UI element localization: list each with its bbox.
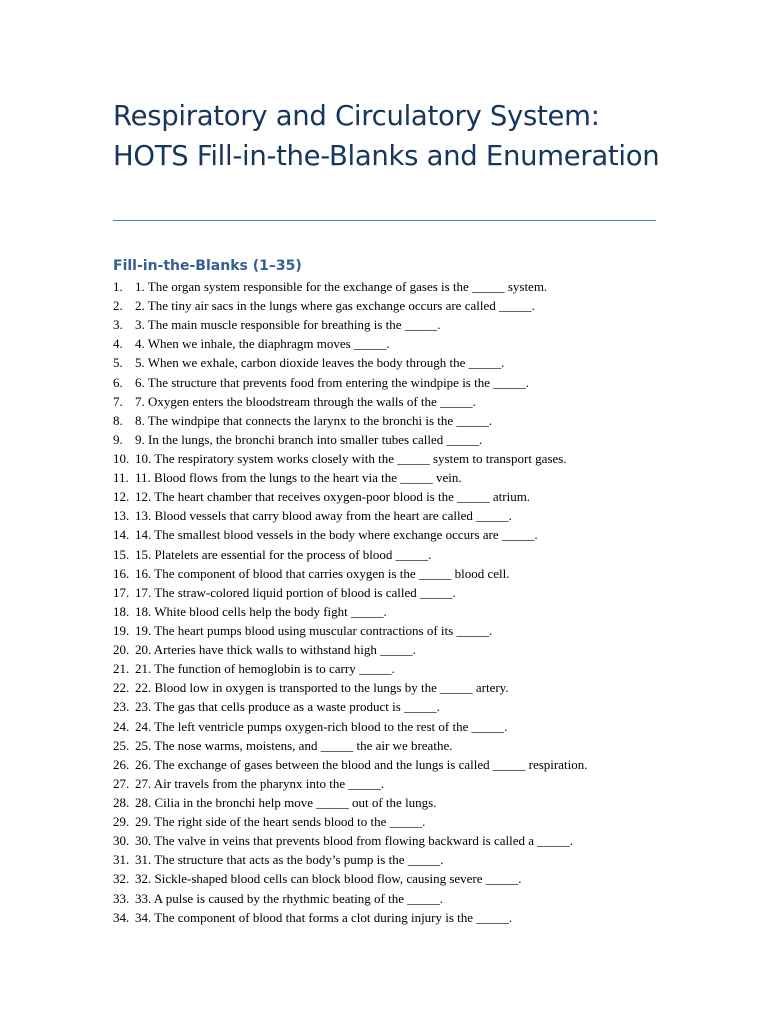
list-item-number: 27. xyxy=(113,775,130,791)
list-item-text: 33. A pulse is caused by the rhythmic beating of the _____. xyxy=(135,890,443,906)
list-item-text: 10. The respiratory system works closely with the _____ system to transport gases. xyxy=(135,450,567,466)
list-item-number: 15. xyxy=(113,546,130,562)
list-item-text: 2. The tiny air sacs in the lungs where gas exchange occurs are called _____. xyxy=(135,298,535,314)
list-item-number: 4. xyxy=(113,336,123,352)
list-item-number: 1. xyxy=(113,279,123,294)
list-item-number: 13. xyxy=(113,508,130,524)
list-item xyxy=(113,850,673,869)
list-item xyxy=(113,315,673,334)
list-item xyxy=(113,869,673,888)
list-item-number: 31. xyxy=(113,852,130,868)
list-item-text: 25. The nose warms, moistens, and _____ the air we breathe. xyxy=(135,737,453,753)
list-item xyxy=(113,602,673,621)
list-item-number: 28. xyxy=(113,794,130,810)
list-item xyxy=(113,583,673,602)
list-item xyxy=(113,487,673,506)
list-item xyxy=(113,334,673,353)
list-item-text: 4. When we inhale, the diaphragm moves _____. xyxy=(135,336,390,352)
list-item-text: 6. The structure that prevents food from entering the windpipe is the _____. xyxy=(135,374,529,390)
list-item-number: 11. xyxy=(113,470,129,486)
list-item xyxy=(113,717,673,736)
list-item-number: 6. xyxy=(113,374,123,390)
list-item xyxy=(113,889,673,908)
list-item xyxy=(113,506,673,525)
list-item-text: 32. Sickle-shaped blood cells can block blood flow, causing severe _____. xyxy=(135,871,522,887)
list-item xyxy=(113,908,673,927)
list-item-text: 13. Blood vessels that carry blood away from the heart are called _____. xyxy=(135,508,512,524)
list-item-text: 18. White blood cells help the body fight _____. xyxy=(135,603,387,619)
list-item xyxy=(113,755,673,774)
list-item-number: 16. xyxy=(113,565,130,581)
list-item-number: 3. xyxy=(113,317,123,333)
list-item-text: 34. The component of blood that forms a clot during injury is the _____. xyxy=(135,909,513,925)
list-item xyxy=(113,353,673,372)
list-item-text: 20. Arteries have thick walls to withstand high _____. xyxy=(135,642,416,658)
list-item-number: 18. xyxy=(113,603,130,619)
list-item xyxy=(113,621,673,640)
list-item-text: 27. Air travels from the pharynx into the _____. xyxy=(135,775,385,791)
list-item xyxy=(113,277,673,296)
list-item xyxy=(113,430,673,449)
list-item xyxy=(113,373,673,392)
list-item-number: 9. xyxy=(113,431,123,447)
list-item-number: 21. xyxy=(113,661,130,677)
list-item-number: 26. xyxy=(113,756,130,772)
list-item xyxy=(113,736,673,755)
list-item-text: 12. The heart chamber that receives oxygen-poor blood is the _____ atrium. xyxy=(135,489,531,505)
list-item-number: 23. xyxy=(113,699,130,715)
list-item-number: 29. xyxy=(113,814,130,830)
list-item xyxy=(113,525,673,544)
fill-in-the-blanks-list xyxy=(113,277,673,927)
list-item-number: 5. xyxy=(113,355,123,371)
list-item-number: 30. xyxy=(113,833,130,849)
list-item-number: 14. xyxy=(113,527,130,543)
list-item-text: 24. The left ventricle pumps oxygen-rich blood to the rest of the _____. xyxy=(135,718,508,734)
list-item-number: 24. xyxy=(113,718,130,734)
list-item-number: 22. xyxy=(113,680,130,696)
list-item-text: 30. The valve in veins that prevents blood from flowing backward is called a _____. xyxy=(135,833,574,849)
title-underline-rule xyxy=(113,220,656,221)
list-item xyxy=(113,564,673,583)
list-item xyxy=(113,678,673,697)
list-item xyxy=(113,659,673,678)
list-item-text: 17. The straw-colored liquid portion of blood is called _____. xyxy=(135,584,456,600)
list-item-text: 9. In the lungs, the bronchi branch into smaller tubes called _____. xyxy=(135,431,483,447)
list-item-number: 34. xyxy=(113,909,130,925)
list-item-text: 1. The organ system responsible for the exchange of gases is the _____ system. xyxy=(135,279,548,294)
document-title: Respiratory and Circulatory System: HOTS Fill-in-the-Blanks and Enumeration xyxy=(113,100,660,172)
list-item-number: 7. xyxy=(113,393,123,409)
list-item-text: 11. Blood flows from the lungs to the heart via the _____ vein. xyxy=(135,470,462,486)
list-item xyxy=(113,449,673,468)
list-item xyxy=(113,793,673,812)
list-item xyxy=(113,411,673,430)
list-item-text: 26. The exchange of gases between the blood and the lungs is called _____ respiration. xyxy=(135,756,588,772)
list-item-text: 28. Cilia in the bronchi help move _____ out of the lungs. xyxy=(135,794,437,810)
list-item-number: 19. xyxy=(113,622,130,638)
list-item-number: 20. xyxy=(113,642,130,658)
list-item xyxy=(113,392,673,411)
list-item-text: 21. The function of hemoglobin is to carry _____. xyxy=(135,661,395,677)
list-item-number: 33. xyxy=(113,890,130,906)
list-item xyxy=(113,296,673,315)
list-item xyxy=(113,468,673,487)
list-item xyxy=(113,774,673,793)
list-item xyxy=(113,640,673,659)
list-item-number: 25. xyxy=(113,737,130,753)
list-item-text: 5. When we exhale, carbon dioxide leaves the body through the _____. xyxy=(135,355,505,371)
list-item-text: 3. The main muscle responsible for breathing is the _____. xyxy=(135,317,441,333)
list-item xyxy=(113,697,673,716)
list-item-text: 16. The component of blood that carries oxygen is the _____ blood cell. xyxy=(135,565,510,581)
list-item-number: 32. xyxy=(113,871,130,887)
list-item-number: 17. xyxy=(113,584,130,600)
list-item-number: 2. xyxy=(113,298,123,314)
list-item-text: 29. The right side of the heart sends blood to the _____. xyxy=(135,814,426,830)
list-item-text: 23. The gas that cells produce as a waste product is _____. xyxy=(135,699,440,715)
list-item-number: 10. xyxy=(113,450,130,466)
list-item-text: 31. The structure that acts as the body’s pump is the _____. xyxy=(135,852,444,868)
list-item-text: 14. The smallest blood vessels in the body where exchange occurs are _____. xyxy=(135,527,538,543)
list-item xyxy=(113,831,673,850)
list-item xyxy=(113,812,673,831)
list-item-text: 22. Blood low in oxygen is transported to the lungs by the _____ artery. xyxy=(135,680,509,696)
list-item-text: 15. Platelets are essential for the process of blood _____. xyxy=(135,546,432,562)
list-item xyxy=(113,545,673,564)
list-item-number: 12. xyxy=(113,489,130,505)
list-item-text: 7. Oxygen enters the bloodstream through the walls of the _____. xyxy=(135,393,476,409)
list-item-number: 8. xyxy=(113,412,123,428)
list-item-text: 8. The windpipe that connects the larynx to the bronchi is the _____. xyxy=(135,412,493,428)
list-item-text: 19. The heart pumps blood using muscular contractions of its _____. xyxy=(135,622,493,638)
section-heading: Fill-in-the-Blanks (1–35) xyxy=(113,258,302,274)
